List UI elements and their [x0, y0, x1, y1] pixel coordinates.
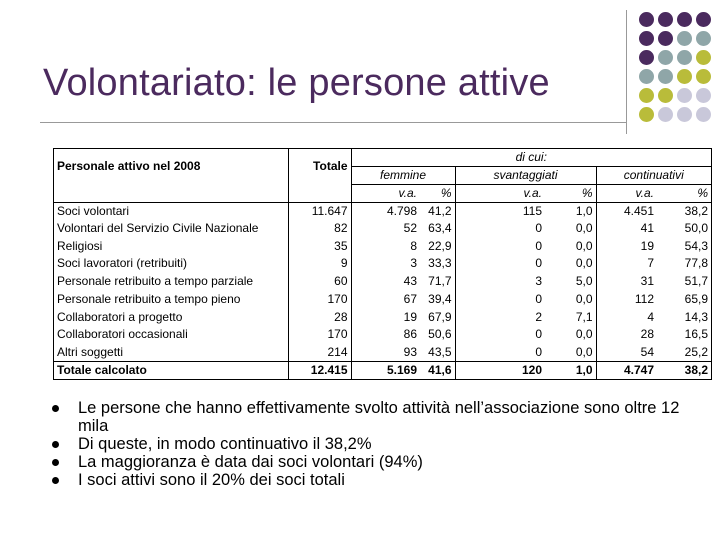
header-va: v.a. — [596, 184, 657, 202]
decor-dot — [696, 12, 711, 27]
cell-c-va: 4 — [596, 308, 657, 326]
bullet-text: Di queste, in modo continuativo il 38,2% — [78, 435, 372, 453]
header-va: v.a. — [351, 184, 420, 202]
decor-dot — [696, 69, 711, 84]
decor-dot — [658, 69, 673, 84]
cell-c-va: 19 — [596, 237, 657, 255]
table-body — [54, 202, 711, 361]
bullet-list — [50, 399, 710, 489]
cell-name: Volontari del Servizio Civile Nazionale — [57, 221, 259, 236]
header-pct: % — [697, 185, 708, 200]
header-pct: % — [581, 185, 593, 200]
cell-c-pct: 38,2 — [657, 202, 711, 220]
header-empty — [54, 184, 288, 202]
decor-dot — [658, 107, 673, 122]
cell-f-va: 52 — [351, 220, 420, 238]
cell-totale: 28 — [288, 308, 351, 326]
table-row — [54, 326, 711, 344]
table-row — [54, 273, 711, 291]
table-row — [54, 237, 711, 255]
decor-dot — [639, 12, 654, 27]
header-total: Totale — [288, 149, 351, 184]
decor-dot-grid — [639, 12, 719, 124]
header-pct: % — [440, 185, 452, 200]
cell-s-pct: 0,0 — [575, 256, 593, 271]
decor-dot — [677, 69, 692, 84]
table-header-units-row — [54, 184, 711, 202]
header-subgroup-continuativi: continuativi — [596, 167, 711, 185]
cell-c-pct: 16,5 — [684, 327, 708, 342]
cell-f-va: 5.169 — [351, 361, 420, 379]
cell-f-pct: 39,4 — [428, 291, 452, 306]
cell-c-pct: 77,8 — [684, 256, 708, 271]
cell-s-va: 0 — [455, 255, 545, 273]
decor-dot — [658, 12, 673, 27]
cell-f-pct: 50,6 — [428, 327, 452, 342]
decor-dot — [696, 31, 711, 46]
table-row — [54, 255, 711, 273]
slide-title: Volontariato: le persone attive — [43, 62, 550, 104]
cell-s-pct: 0,0 — [575, 327, 593, 342]
bullet-item — [50, 399, 710, 435]
cell-name: Soci lavoratori (retribuiti) — [57, 256, 188, 271]
cell-f-pct: 41,2 — [420, 202, 455, 220]
cell-f-pct: 22,9 — [428, 238, 452, 253]
cell-c-pct: 38,2 — [657, 361, 711, 379]
bullet-item — [50, 453, 710, 471]
table-row — [54, 291, 711, 309]
decor-vertical-rule — [626, 10, 627, 134]
cell-c-pct: 50,0 — [684, 221, 708, 236]
cell-f-pct: 67,9 — [428, 309, 452, 324]
cell-f-va: 3 — [351, 255, 420, 273]
cell-c-va: 112 — [596, 291, 657, 309]
decor-dot — [696, 88, 711, 103]
cell-name: Religiosi — [57, 238, 103, 253]
bullet-item — [50, 471, 710, 489]
cell-c-va: 4.451 — [596, 202, 657, 220]
cell-f-va: 43 — [351, 273, 420, 291]
cell-s-va: 0 — [455, 220, 545, 238]
cell-f-pct: 41,6 — [420, 361, 455, 379]
cell-totale: 214 — [288, 344, 351, 362]
cell-c-pct: 25,2 — [684, 344, 708, 359]
cell-name: Soci volontari — [54, 202, 288, 220]
bullet-item — [50, 435, 710, 453]
decor-dot — [639, 107, 654, 122]
decor-dot — [677, 12, 692, 27]
table-row — [54, 344, 711, 362]
decor-dot — [677, 31, 692, 46]
cell-s-va: 0 — [455, 326, 545, 344]
cell-c-va: 31 — [596, 273, 657, 291]
cell-f-pct: 33,3 — [428, 256, 452, 271]
decor-dot — [639, 50, 654, 65]
data-table — [53, 148, 712, 380]
decor-dot — [658, 50, 673, 65]
table-row — [54, 308, 711, 326]
decor-dot — [677, 107, 692, 122]
decor-dot — [677, 88, 692, 103]
table-row — [54, 202, 711, 220]
decor-dot — [639, 31, 654, 46]
decor-dot — [677, 50, 692, 65]
cell-name: Collaboratori a progetto — [57, 309, 183, 324]
header-subgroup-femmine: femmine — [351, 167, 455, 185]
cell-totale: 170 — [288, 291, 351, 309]
header-va: v.a. — [455, 184, 545, 202]
cell-totale: 35 — [288, 237, 351, 255]
bullet-dot-icon — [52, 405, 59, 412]
cell-s-pct: 7,1 — [575, 309, 593, 324]
cell-s-pct: 0,0 — [575, 291, 593, 306]
cell-f-va: 19 — [351, 308, 420, 326]
bullet-text: Le persone che hanno effettivamente svolto attività nell’associazione sono oltre 12 mila — [78, 399, 680, 435]
cell-f-pct: 71,7 — [428, 274, 452, 289]
cell-s-pct: 0,0 — [575, 344, 593, 359]
cell-totale: 170 — [288, 326, 351, 344]
decor-dot — [658, 88, 673, 103]
table-header-group-row — [54, 149, 711, 167]
cell-c-va: 7 — [596, 255, 657, 273]
cell-f-pct: 43,5 — [428, 344, 452, 359]
cell-name: Personale retribuito a tempo parziale — [57, 274, 254, 289]
cell-s-pct: 5,0 — [575, 274, 593, 289]
cell-f-pct: 63,4 — [428, 221, 452, 236]
decor-dot — [696, 50, 711, 65]
table-row — [54, 220, 711, 238]
title-underline — [40, 122, 627, 123]
decor-dot — [658, 31, 673, 46]
cell-name: Personale retribuito a tempo pieno — [57, 291, 241, 306]
cell-s-pct: 1,0 — [545, 202, 596, 220]
header-subgroup-svantaggiati: svantaggiati — [455, 167, 596, 185]
bullet-dot-icon — [52, 477, 59, 484]
cell-s-pct: 0,0 — [575, 238, 593, 253]
cell-s-pct: 1,0 — [545, 361, 596, 379]
cell-s-va: 0 — [455, 237, 545, 255]
cell-c-va: 54 — [596, 344, 657, 362]
decor-dot — [639, 88, 654, 103]
cell-f-va: 8 — [351, 237, 420, 255]
cell-s-va: 3 — [455, 273, 545, 291]
cell-c-va: 41 — [596, 220, 657, 238]
cell-f-va: 67 — [351, 291, 420, 309]
cell-name: Altri soggetti — [57, 344, 124, 359]
cell-f-va: 4.798 — [351, 202, 420, 220]
decor-dot — [639, 69, 654, 84]
cell-s-va: 120 — [455, 361, 545, 379]
cell-s-va: 0 — [455, 291, 545, 309]
header-empty — [288, 184, 351, 202]
cell-s-va: 2 — [455, 308, 545, 326]
cell-totale: 9 — [288, 255, 351, 273]
cell-name: Collaboratori occasionali — [57, 327, 188, 342]
decor-dot — [696, 107, 711, 122]
cell-name: Totale calcolato — [54, 361, 288, 379]
cell-s-va: 0 — [455, 344, 545, 362]
cell-c-pct: 51,7 — [684, 274, 708, 289]
cell-totale: 60 — [288, 273, 351, 291]
cell-c-va: 4.747 — [596, 361, 657, 379]
cell-f-va: 93 — [351, 344, 420, 362]
cell-s-pct: 0,0 — [575, 221, 593, 236]
cell-c-pct: 14,3 — [684, 309, 708, 324]
bullet-dot-icon — [52, 459, 59, 466]
bullet-text: La maggioranza è data dai soci volontari (94%) — [78, 453, 423, 471]
header-group: di cui: — [351, 149, 711, 167]
cell-c-pct: 54,3 — [684, 238, 708, 253]
bullet-text: I soci attivi sono il 20% dei soci totali — [78, 471, 345, 489]
cell-totale: 82 — [288, 220, 351, 238]
cell-totale: 12.415 — [288, 361, 351, 379]
cell-s-va: 115 — [455, 202, 545, 220]
cell-c-va: 28 — [596, 326, 657, 344]
bullet-dot-icon — [52, 441, 59, 448]
header-row-label: Personale attivo nel 2008 — [57, 159, 201, 174]
cell-f-va: 86 — [351, 326, 420, 344]
cell-c-pct: 65,9 — [684, 291, 708, 306]
cell-totale: 11.647 — [288, 202, 351, 220]
table-total-row — [54, 361, 711, 379]
